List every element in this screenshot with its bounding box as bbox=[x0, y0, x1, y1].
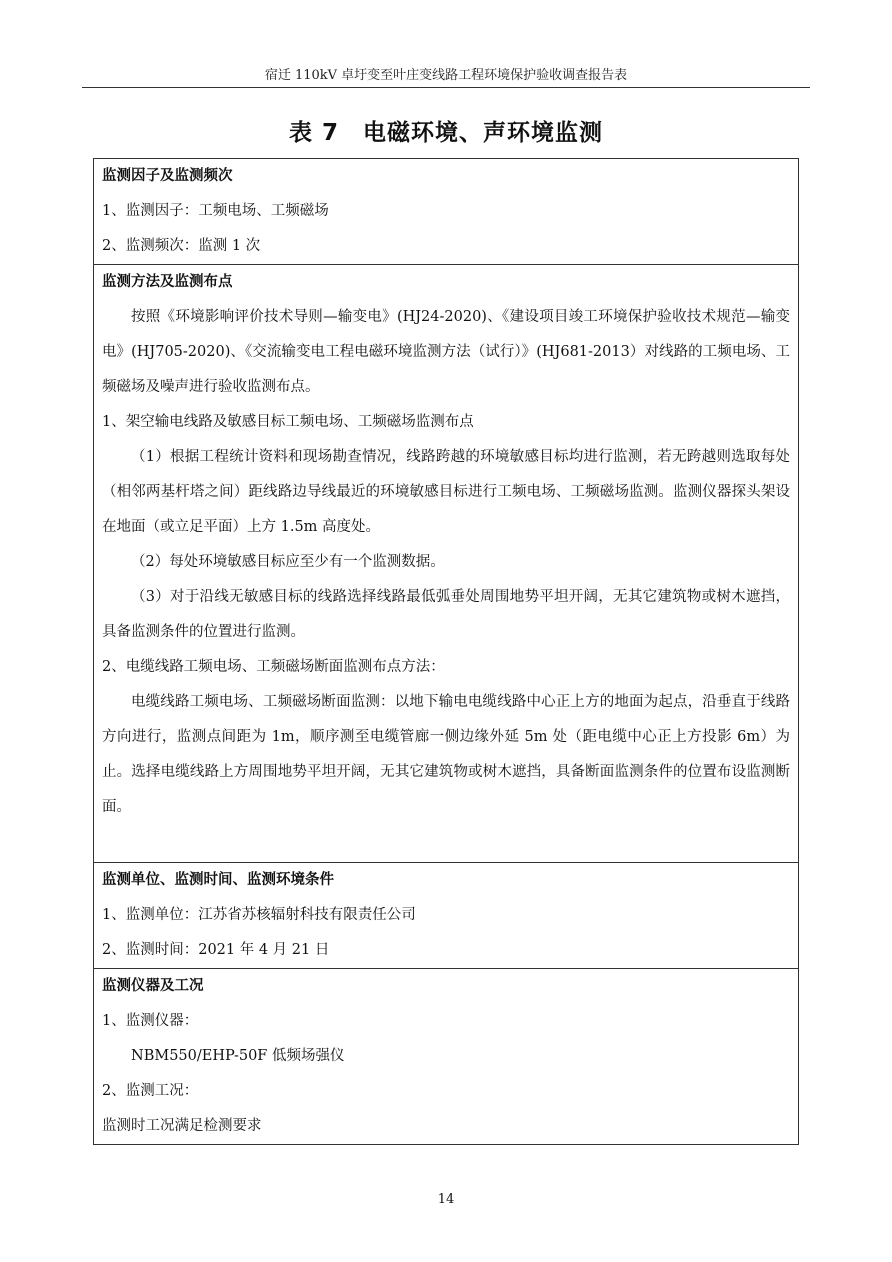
section-monitoring-unit bbox=[93, 862, 799, 969]
instrument-label: 1、监测仪器： bbox=[102, 1013, 199, 1029]
instrument-device: NBM550/EHP-50F 低频场强仪 bbox=[131, 1048, 345, 1064]
document-title: 表 7 电磁环境、声环境监测 bbox=[288, 120, 603, 146]
section-monitoring-method bbox=[93, 264, 799, 863]
section-heading: 监测因子及监测频次 bbox=[102, 168, 233, 184]
section-instrument bbox=[93, 968, 799, 1145]
header-divider bbox=[82, 87, 810, 88]
method-point-2: （2）每处环境敏感目标应至少有一个监测数据。 bbox=[131, 554, 445, 570]
working-condition-value: 监测时工况满足检测要求 bbox=[102, 1118, 262, 1134]
page-number: 14 bbox=[437, 1192, 455, 1207]
working-condition-label: 2、监测工况： bbox=[102, 1083, 199, 1099]
cable-line-subheading: 2、电缆线路工频电场、工频磁场断面监测布点方法： bbox=[102, 659, 445, 675]
monitoring-unit-line: 1、监测单位：江苏省苏核辐射科技有限责任公司 bbox=[102, 907, 416, 923]
method-intro-paragraph: 按照《环境影响评价技术导则—输变电》(HJ24-2020)、《建设项目竣工环境保护验收技术规范—输变电》(HJ705-2020)、《交流输变电工程电磁环境监测方法（试行）》(HJ681-2013）对线路的工频电场、工频磁场及噪声进行验收监测布点。 bbox=[102, 309, 790, 395]
running-header: 宿迁 110kV 卓圩变至叶庄变线路工程环境保护验收调查报告表 bbox=[264, 68, 628, 83]
cable-method-paragraph: 电缆线路工频电场、工频磁场断面监测：以地下输电电缆线路中心正上方的地面为起点，沿垂直于线路方向进行，监测点间距为 1m，顺序测至电缆管廊一侧边缘外延 5m 处（距电缆中心正上方投影 6m）为止。选择电缆线路上方周围地势平坦开阔，无其它建筑物或树木遮挡，具备断面监测条件的位置布设监测断面。 bbox=[102, 694, 790, 815]
section-heading: 监测单位、监测时间、监测环境条件 bbox=[102, 872, 334, 888]
method-point-1: （1）根据工程统计资料和现场勘查情况，线路跨越的环境敏感目标均进行监测，若无跨越则选取每处（相邻两基杆塔之间）距线路边导线最近的环境敏感目标进行工频电场、工频磁场监测。监测仪器探头架设在地面（或立足平面）上方 1.5m 高度处。 bbox=[102, 449, 790, 535]
monitoring-time-line: 2、监测时间：2021 年 4 月 21 日 bbox=[102, 942, 330, 958]
overhead-line-subheading: 1、架空输电线路及敏感目标工频电场、工频磁场监测布点 bbox=[102, 414, 474, 430]
section-heading: 监测方法及监测布点 bbox=[102, 274, 233, 290]
section-heading: 监测仪器及工况 bbox=[102, 978, 204, 994]
factor-line: 1、监测因子：工频电场、工频磁场 bbox=[102, 203, 329, 219]
section-monitoring-factors bbox=[93, 158, 799, 265]
method-point-3: （3）对于沿线无敏感目标的线路选择线路最低弧垂处周围地势平坦开阔，无其它建筑物或树木遮挡，具备监测条件的位置进行监测。 bbox=[102, 589, 790, 640]
frequency-line: 2、监测频次：监测 1 次 bbox=[102, 238, 261, 254]
